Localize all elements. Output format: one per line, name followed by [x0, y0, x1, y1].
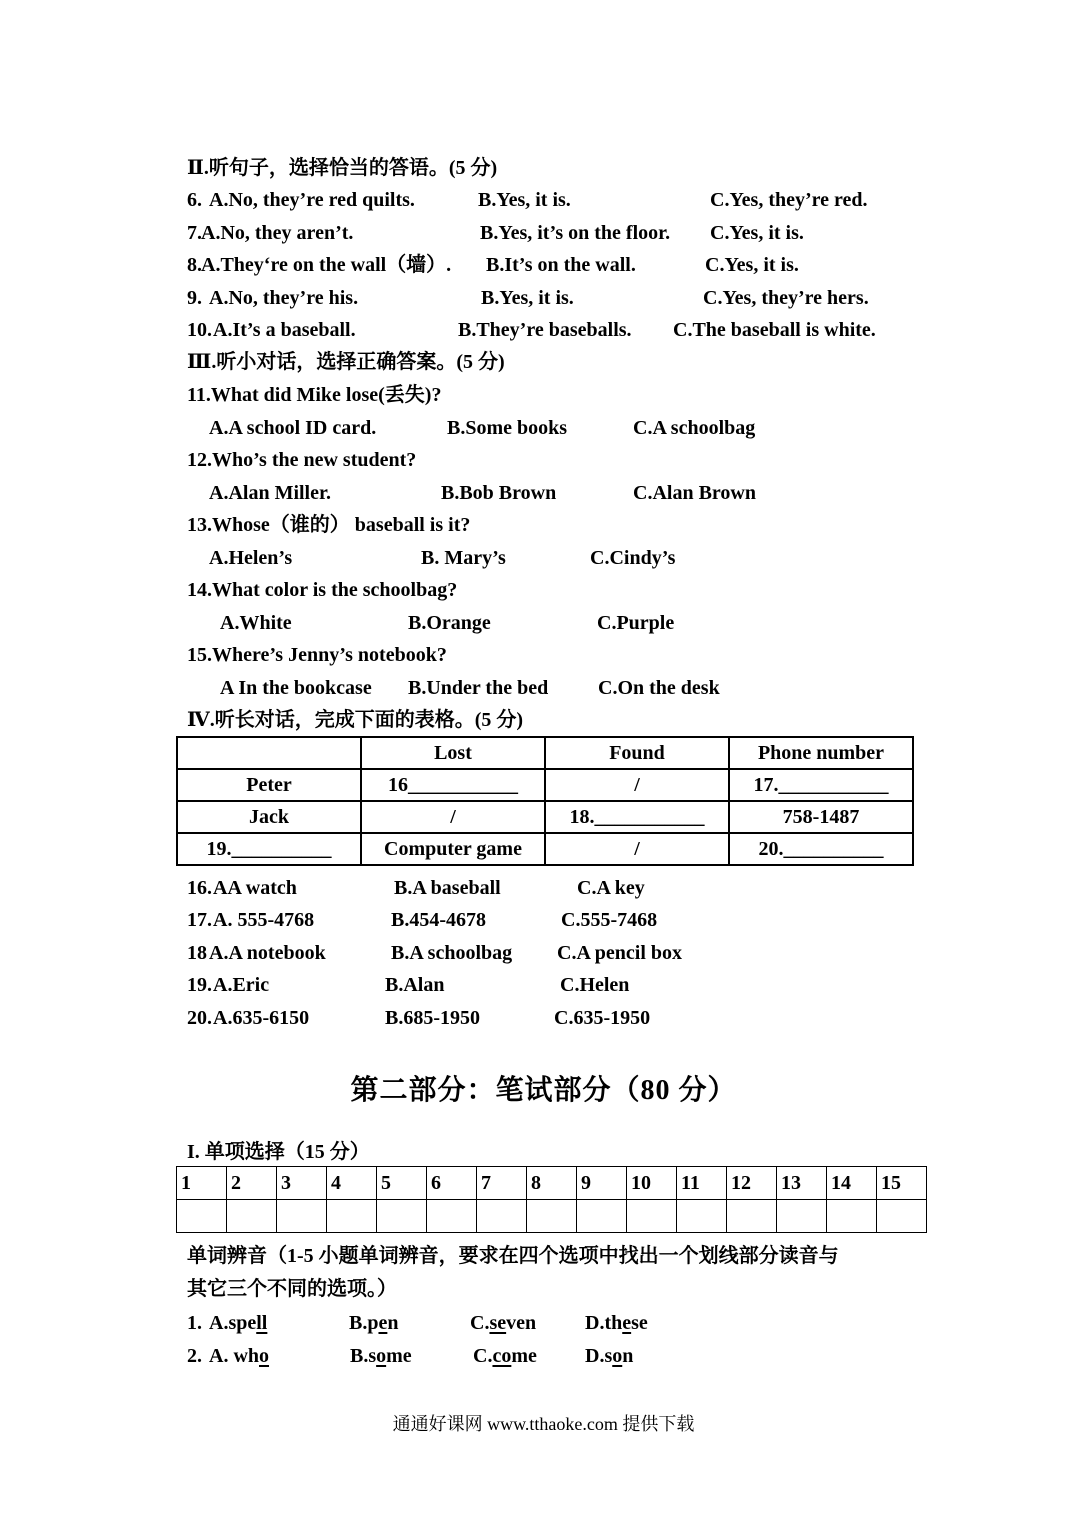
option-b: B.Bob Brown	[441, 482, 557, 504]
table-cell: Jack	[177, 801, 361, 833]
table-row	[177, 833, 913, 865]
grid-number: 3	[277, 1167, 327, 1200]
question-15: 15.Where’s Jenny’s notebook?	[187, 644, 447, 666]
grid-number: 4	[327, 1167, 377, 1200]
option-b: B.Alan	[385, 974, 445, 996]
question-11: 11.What did Mike lose(丢失)?	[187, 384, 442, 406]
table-cell: /	[361, 801, 545, 833]
question-number: 2.	[187, 1345, 202, 1367]
option-b: B.They’re baseballs.	[458, 319, 632, 341]
answer-cell	[277, 1200, 327, 1233]
phonetics-question-1	[187, 1311, 648, 1335]
lost-found-table	[176, 736, 914, 866]
table-cell: Peter	[177, 769, 361, 801]
word-part: n	[622, 1345, 634, 1367]
word-part: A. wh	[209, 1345, 260, 1367]
grid-number: 8	[527, 1167, 577, 1200]
option-d	[585, 1311, 648, 1335]
answer-cell	[377, 1200, 427, 1233]
option-row-16	[187, 876, 645, 900]
option-b: B.Some books	[447, 417, 568, 439]
table-header-phone: Phone number	[729, 737, 913, 769]
table-row	[177, 737, 913, 769]
question-6	[187, 188, 868, 212]
option-b	[349, 1311, 398, 1335]
answer-grid-numbers-row	[177, 1167, 927, 1200]
grid-number: 7	[477, 1167, 527, 1200]
grid-number: 6	[427, 1167, 477, 1200]
question-9	[187, 286, 869, 310]
phonetics-question-2	[187, 1344, 634, 1368]
option-c: C.Yes, they’re red.	[710, 189, 868, 211]
option-a: AA watch	[213, 877, 297, 899]
grid-number: 1	[177, 1167, 227, 1200]
question-number: 1.	[187, 1312, 202, 1334]
option-a	[209, 1311, 267, 1335]
option-a: A.It’s a baseball.	[213, 319, 356, 341]
option-b: B.Yes, it is.	[481, 287, 574, 309]
answer-cell	[827, 1200, 877, 1233]
option-a: A. 555-4768	[213, 909, 315, 931]
option-b: B.A schoolbag	[391, 942, 513, 964]
grid-number: 5	[377, 1167, 427, 1200]
answer-grid-blank-row	[177, 1200, 927, 1233]
word-part: A.spe	[209, 1312, 257, 1334]
section-2-heading: Ⅱ.听句子，选择恰当的答语。(5 分)	[187, 157, 498, 179]
question-10	[187, 318, 876, 342]
option-b: B. Mary’s	[421, 547, 506, 569]
question-7	[187, 221, 804, 245]
option-b: B.Under the bed	[408, 677, 549, 699]
answer-cell	[427, 1200, 477, 1233]
underlined-part: ll	[256, 1312, 268, 1334]
option-c: C.Cindy’s	[590, 547, 676, 569]
question-8	[187, 253, 799, 277]
table-header-found: Found	[545, 737, 729, 769]
answer-cell	[327, 1200, 377, 1233]
option-a: A.White	[220, 612, 292, 634]
table-cell: 16___________	[361, 769, 545, 801]
table-cell	[177, 737, 361, 769]
question-number: 17.	[187, 909, 212, 931]
answer-cell	[777, 1200, 827, 1233]
option-b: B.A baseball	[394, 877, 501, 899]
question-number: 19.	[187, 974, 212, 996]
option-b	[350, 1344, 412, 1368]
answer-cell	[677, 1200, 727, 1233]
word-part: B.p	[349, 1312, 379, 1334]
answer-cell	[627, 1200, 677, 1233]
table-cell: 20.__________	[729, 833, 913, 865]
footer-credit: 通通好课网 www.tthaoke.com 提供下载	[392, 1414, 695, 1434]
option-a: A.A school ID card.	[209, 417, 377, 439]
underlined-part: o	[612, 1345, 623, 1367]
grid-number: 15	[877, 1167, 927, 1200]
answer-cell	[577, 1200, 627, 1233]
answer-cell	[727, 1200, 777, 1233]
option-c: C.Yes, they’re hers.	[703, 287, 869, 309]
option-c: C.A pencil box	[557, 942, 683, 964]
option-c	[470, 1311, 536, 1335]
question-number: 10.	[187, 319, 212, 341]
option-c: C.635-1950	[554, 1007, 651, 1029]
option-row-18	[187, 941, 683, 965]
option-c	[473, 1344, 537, 1368]
table-cell: 758-1487	[729, 801, 913, 833]
word-part: C.	[470, 1312, 490, 1334]
option-d	[585, 1344, 633, 1368]
grid-number: 14	[827, 1167, 877, 1200]
question-14: 14.What color is the schoolbag?	[187, 579, 458, 601]
option-a: A.They‘re on the wall（墙）.	[201, 254, 452, 276]
word-part: D.th	[585, 1312, 623, 1334]
part-2-title: 第二部分：笔试部分（80 分）	[350, 1075, 737, 1106]
word-part: me	[511, 1345, 537, 1367]
word-part: ven	[506, 1312, 537, 1334]
question-number: 7.	[187, 222, 202, 244]
underlined-part: co	[492, 1345, 512, 1367]
option-b: B.Yes, it is.	[478, 189, 571, 211]
question-number: 18	[187, 942, 207, 964]
question-number: 6.	[187, 189, 202, 211]
option-a: A.Alan Miller.	[209, 482, 332, 504]
word-part: n	[387, 1312, 399, 1334]
table-row	[177, 769, 913, 801]
option-a: A.No, they’re his.	[209, 287, 359, 309]
answer-cell	[527, 1200, 577, 1233]
table-cell: /	[545, 833, 729, 865]
option-c: C.555-7468	[561, 909, 658, 931]
answer-cell	[877, 1200, 927, 1233]
word-part: B.s	[350, 1345, 377, 1367]
phonetics-intro-line-2: 其它三个不同的选项。）	[187, 1278, 397, 1300]
grid-number: 10	[627, 1167, 677, 1200]
single-choice-heading: I. 单项选择（15 分）	[187, 1141, 370, 1163]
phonetics-intro-line-1: 单词辨音（1-5 小题单词辨音，要求在四个选项中找出一个划线部分读音与	[187, 1245, 839, 1267]
option-a: A.635-6150	[213, 1007, 310, 1029]
option-c: C.Helen	[560, 974, 630, 996]
option-c: C.A key	[577, 877, 645, 899]
answer-cell	[477, 1200, 527, 1233]
option-row-20	[187, 1006, 651, 1030]
grid-number: 12	[727, 1167, 777, 1200]
option-a: A In the bookcase	[220, 677, 372, 699]
section-4-heading: Ⅳ.听长对话，完成下面的表格。(5 分)	[187, 709, 524, 731]
question-number: 8.	[187, 254, 202, 276]
option-a: A.No, they’re red quilts.	[209, 189, 415, 211]
underlined-part: o	[376, 1345, 387, 1367]
table-cell: 18.___________	[545, 801, 729, 833]
option-b: B.454-4678	[391, 909, 486, 931]
option-c: C.A schoolbag	[633, 417, 756, 439]
table-cell: 19.__________	[177, 833, 361, 865]
table-header-lost: Lost	[361, 737, 545, 769]
option-c: C.The baseball is white.	[673, 319, 876, 341]
option-b: B.685-1950	[385, 1007, 480, 1029]
question-13: 13.Whose（谁的） baseball is it?	[187, 514, 471, 536]
grid-number: 9	[577, 1167, 627, 1200]
option-c: C.Alan Brown	[633, 482, 756, 504]
option-c: C.On the desk	[598, 677, 720, 699]
option-c: C.Yes, it is.	[710, 222, 804, 244]
option-row-17	[187, 908, 658, 932]
option-b: B.It’s on the wall.	[486, 254, 636, 276]
word-part: C.	[473, 1345, 493, 1367]
underlined-part: e	[378, 1312, 388, 1334]
word-part: me	[386, 1345, 412, 1367]
option-row-19	[187, 973, 630, 997]
option-a	[209, 1344, 269, 1368]
question-12: 12.Who’s the new student?	[187, 449, 417, 471]
question-number: 9.	[187, 287, 202, 309]
table-cell: /	[545, 769, 729, 801]
option-b: B.Orange	[408, 612, 491, 634]
grid-number: 2	[227, 1167, 277, 1200]
table-cell: 17.___________	[729, 769, 913, 801]
answer-cell	[177, 1200, 227, 1233]
option-a: A.A notebook	[209, 942, 326, 964]
underlined-part: o	[259, 1345, 270, 1367]
word-part: D.s	[585, 1345, 613, 1367]
option-b: B.Yes, it’s on the floor.	[480, 222, 671, 244]
question-number: 20.	[187, 1007, 212, 1029]
question-number: 16.	[187, 877, 212, 899]
option-a: A.No, they aren’t.	[201, 222, 354, 244]
table-row	[177, 801, 913, 833]
section-3-heading: Ⅲ.听小对话，选择正确答案。(5 分)	[187, 351, 505, 373]
answer-cell	[227, 1200, 277, 1233]
underlined-part: se	[489, 1312, 507, 1334]
underlined-part: e	[622, 1312, 632, 1334]
option-c: C.Purple	[597, 612, 675, 634]
table-cell: Computer game	[361, 833, 545, 865]
word-part: se	[631, 1312, 648, 1334]
grid-number: 11	[677, 1167, 727, 1200]
option-c: C.Yes, it is.	[705, 254, 799, 276]
option-a: A.Helen’s	[209, 547, 293, 569]
option-a: A.Eric	[213, 974, 270, 996]
answer-grid	[176, 1166, 927, 1233]
grid-number: 13	[777, 1167, 827, 1200]
